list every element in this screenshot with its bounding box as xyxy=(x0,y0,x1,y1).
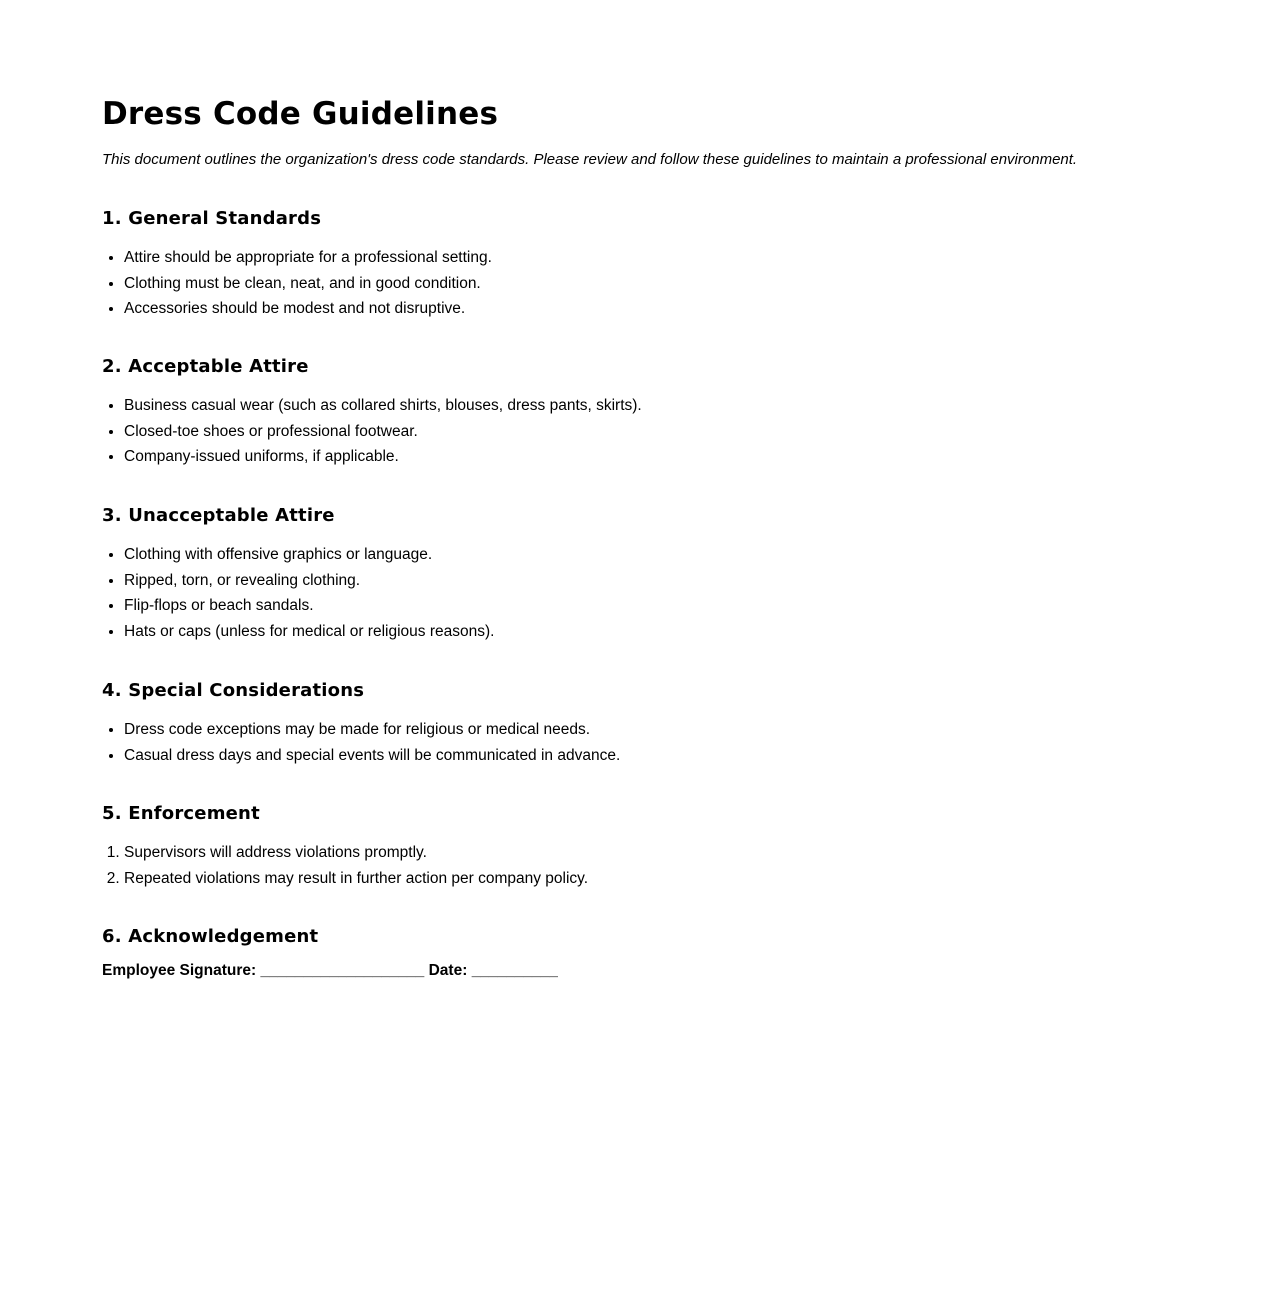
section-general-standards xyxy=(102,208,492,322)
numbered-list xyxy=(102,840,588,891)
section-heading: 6. Acknowledgement xyxy=(102,926,319,947)
list-item: • Accessories should be modest and not disruptive. xyxy=(124,296,492,322)
list-item: • Clothing must be clean, neat, and in good condition. xyxy=(124,271,492,297)
list-item: • Ripped, torn, or revealing clothing. xyxy=(124,568,494,594)
section-heading: 4. Special Considerations xyxy=(102,680,365,701)
list-item: 1. Supervisors will address violations promptly. xyxy=(124,840,588,866)
list-item: • Company-issued uniforms, if applicable. xyxy=(124,444,642,470)
section-enforcement xyxy=(102,803,588,891)
date-blank: __________ xyxy=(471,962,558,979)
intro-paragraph: This document outlines the organization's dress code standards. Please review and follow these guidelines to maintain a professional environment. xyxy=(102,151,1078,168)
bullet-list xyxy=(102,393,642,470)
section-unacceptable-attire xyxy=(102,505,494,645)
list-item: • Casual dress days and special events will be communicated in advance. xyxy=(124,743,620,769)
list-item: • Clothing with offensive graphics or language. xyxy=(124,542,494,568)
section-acceptable-attire xyxy=(102,356,642,470)
bullet-list xyxy=(102,245,492,322)
page-title: Dress Code Guidelines xyxy=(102,96,499,132)
section-heading: 1. General Standards xyxy=(102,208,322,229)
section-heading: 5. Enforcement xyxy=(102,803,260,824)
bullet-list xyxy=(102,542,494,645)
list-item: • Hats or caps (unless for medical or religious reasons). xyxy=(124,619,494,645)
section-special-considerations xyxy=(102,680,620,768)
list-item: 2. Repeated violations may result in further action per company policy. xyxy=(124,866,588,892)
signature-label: Employee Signature: xyxy=(102,962,257,979)
section-acknowledgement xyxy=(102,926,558,980)
section-heading: 2. Acceptable Attire xyxy=(102,356,309,377)
list-item: • Dress code exceptions may be made for religious or medical needs. xyxy=(124,717,620,743)
list-item: • Flip-flops or beach sandals. xyxy=(124,593,494,619)
signature-blank: ___________________ xyxy=(260,962,425,979)
list-item: • Closed-toe shoes or professional footwear. xyxy=(124,419,642,445)
section-heading: 3. Unacceptable Attire xyxy=(102,505,335,526)
bullet-list xyxy=(102,717,620,768)
signature-line xyxy=(102,962,558,980)
date-label: Date: xyxy=(428,962,468,979)
list-item: • Business casual wear (such as collared shirts, blouses, dress pants, skirts). xyxy=(124,393,642,419)
list-item: • Attire should be appropriate for a professional setting. xyxy=(124,245,492,271)
